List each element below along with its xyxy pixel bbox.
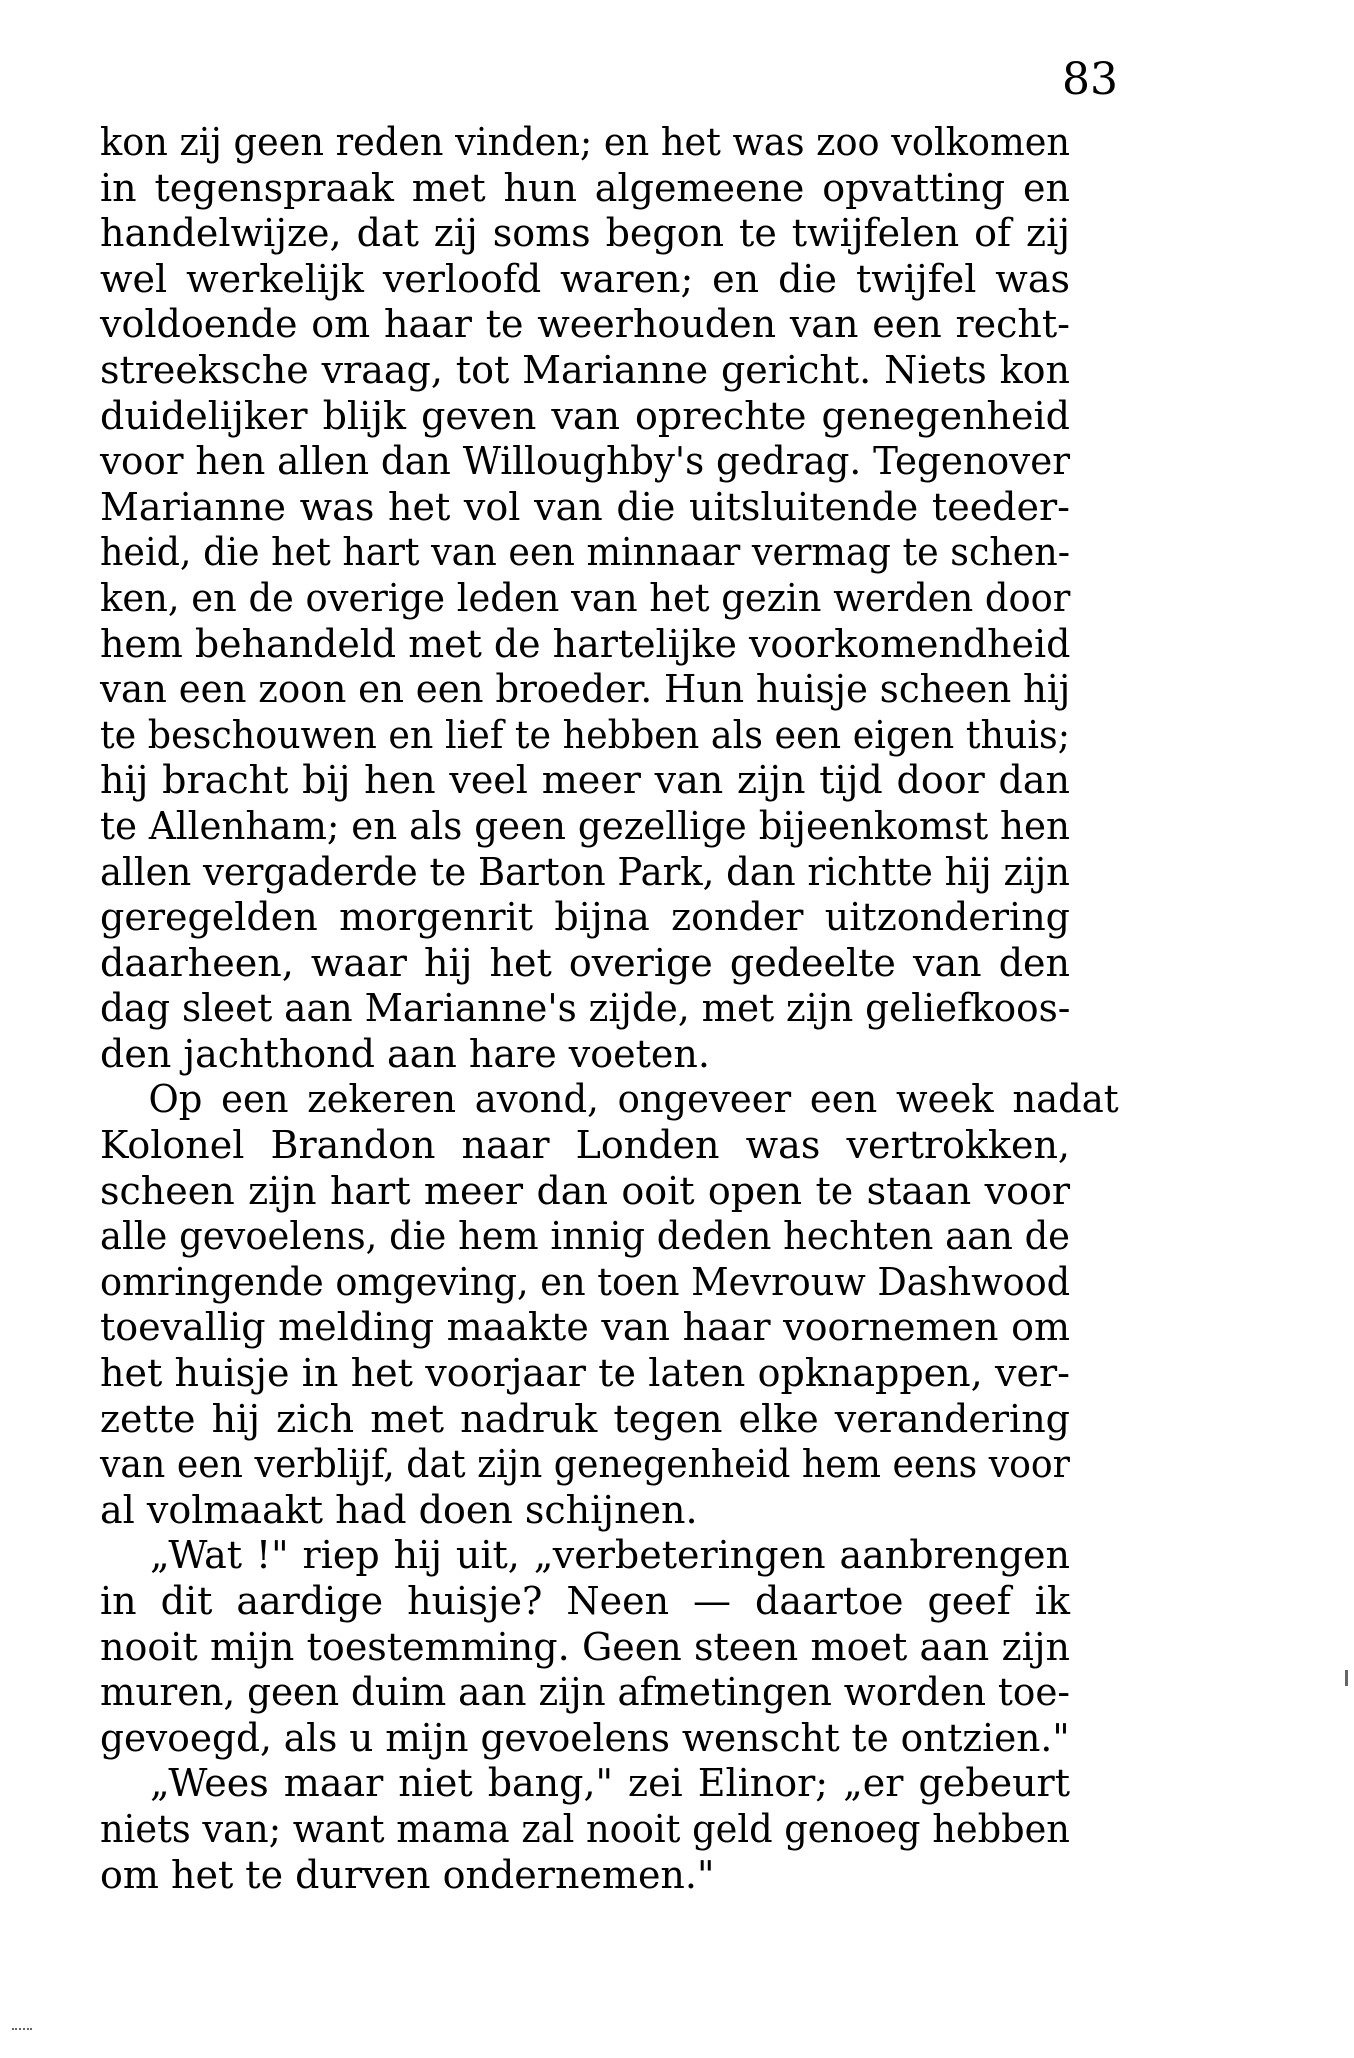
- text-line: zette hij zich met nadruk tegen elke verandering: [100, 1396, 1070, 1441]
- text-line: nooit mijn toestemming. Geen steen moet aan zijn: [100, 1624, 1070, 1669]
- paragraph-end-line: al volmaakt had doen schijnen.: [100, 1487, 698, 1532]
- text-line: streeksche vraag, tot Marianne gericht. Niets kon: [100, 347, 1070, 392]
- text-line: voor hen allen dan Willoughby's gedrag. Tegenover: [100, 439, 1070, 484]
- text-line: Kolonel Brandon naar Londen was vertrokken,: [100, 1123, 1070, 1168]
- body-text: [100, 120, 1119, 1898]
- text-line: Marianne was het vol van die uitsluitende teeder-: [100, 484, 1070, 529]
- text-line: duidelijker blijk geven van oprechte genegenheid: [100, 393, 1070, 438]
- page-number: 83: [1062, 54, 1118, 105]
- text-line: in dit aardige huisje? Neen — daartoe geef ik: [100, 1579, 1070, 1623]
- text-line: voldoende om haar te weerhouden van een recht-: [100, 302, 1070, 347]
- text-line: niets van; want mama zal nooit geld genoeg hebben: [100, 1806, 1070, 1851]
- text-line: alle gevoelens, die hem innig deden hechten aan de: [100, 1214, 1070, 1259]
- text-line: hem behandeld met de hartelijke voorkomendheid: [100, 621, 1071, 666]
- text-line: toevallig melding maakte van haar voornemen om: [100, 1305, 1070, 1350]
- paragraph-end-line: gevoegd, als u mijn gevoelens wenscht te ontzien.": [100, 1715, 1070, 1760]
- text-line: heid, die het hart van een minnaar vermag te schen-: [100, 530, 1071, 575]
- paragraph-end-line: om het te durven ondernemen.": [100, 1852, 715, 1897]
- text-line: geregelden morgenrit bijna zonder uitzondering: [100, 895, 1070, 940]
- text-line: muren, geen duim aan zijn afmetingen worden toe-: [100, 1670, 1071, 1715]
- text-line: van een zoon en een broeder. Hun huisje scheen hij: [100, 667, 1071, 712]
- text-line: hij bracht bij hen veel meer van zijn tijd door dan: [100, 758, 1070, 803]
- paragraph-end-line: den jachthond aan hare voeten.: [100, 1031, 710, 1076]
- text-line: het huisje in het voorjaar te laten opknappen, ver-: [100, 1351, 1070, 1396]
- text-line: scheen zijn hart meer dan ooit open te staan voor: [100, 1168, 1070, 1213]
- scan-corner-mark: [12, 2022, 32, 2030]
- text-line: dag sleet aan Marianne's zijde, met zijn geliefkoos-: [100, 986, 1071, 1031]
- text-line: te Allenham; en als geen gezellige bijeenkomst hen: [100, 803, 1070, 848]
- paragraph-start-line: Op een zekeren avond, ongeveer een week nadat: [148, 1077, 1119, 1122]
- scan-edge-mark: [1345, 1670, 1348, 1686]
- text-line: van een verblijf, dat zijn genegenheid hem eens voor: [100, 1442, 1070, 1487]
- text-line: kon zij geen reden vinden; en het was zoo volkomen: [100, 120, 1070, 164]
- paragraph-start-line: „Wat !" riep hij uit, „verbeteringen aanbrengen: [150, 1533, 1070, 1578]
- text-line: handelwijze, dat zij soms begon te twijfelen of zij: [100, 211, 1070, 256]
- text-line: te beschouwen en lief te hebben als een eigen thuis;: [100, 712, 1071, 757]
- text-line: daarheen, waar hij het overige gedeelte van den: [100, 940, 1070, 985]
- text-line: wel werkelijk verloofd waren; en die twijfel was: [100, 256, 1070, 301]
- text-line: allen vergaderde te Barton Park, dan richtte hij zijn: [100, 849, 1070, 894]
- text-line: in tegenspraak met hun algemeene opvatting en: [100, 165, 1070, 210]
- text-line: ken, en de overige leden van het gezin werden door: [100, 575, 1071, 620]
- text-line: omringende omgeving, en toen Mevrouw Dashwood: [100, 1259, 1071, 1304]
- paragraph-start-line: „Wees maar niet bang," zei Elinor; „er gebeurt: [150, 1761, 1070, 1806]
